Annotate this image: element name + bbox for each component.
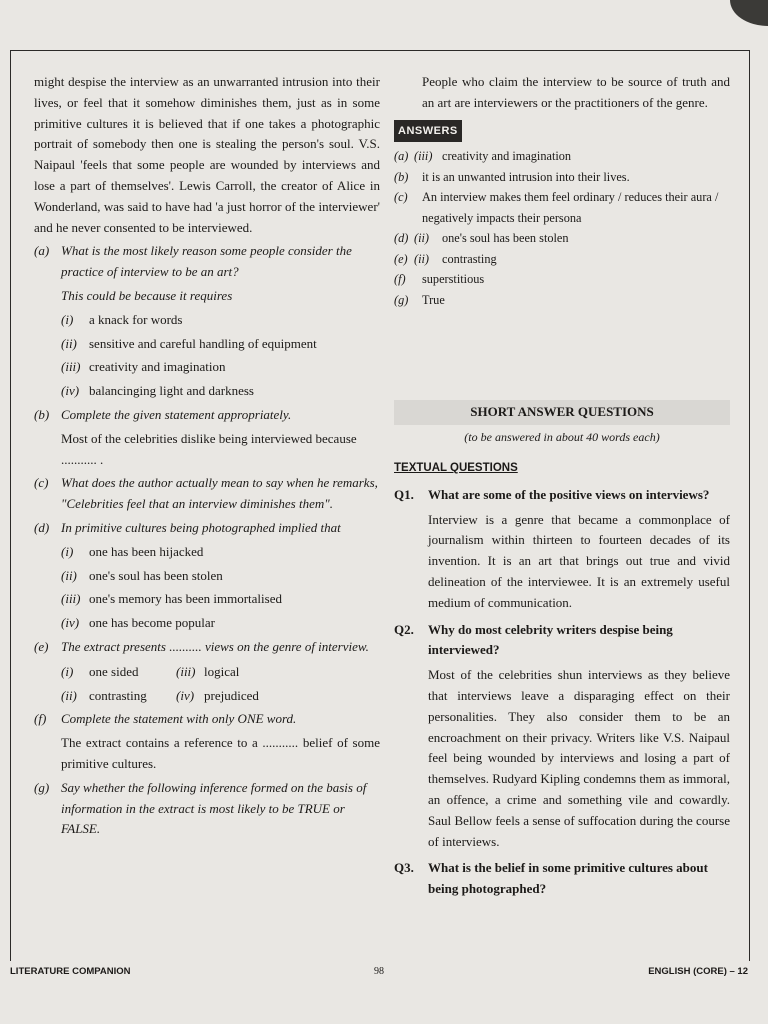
answer-item: (b) it is an unwanted intrusion into their lives. (394, 169, 630, 184)
option: (iii) logical (176, 663, 240, 679)
answer-item: (c) An interview makes them feel ordinary / reduces their aura / negatively impacts their persona (394, 190, 719, 225)
question-f-body: The extract contains a reference to a ........... belief of some primitive cultures. (61, 735, 380, 771)
answer-item: (e) (ii) contrasting (394, 251, 497, 266)
question-1: Q1. What are some of the positive views on interviews? (394, 486, 710, 502)
option: (iv) balancinging light and darkness (61, 383, 254, 399)
answer-1: Interview is a genre that became a commonplace of journalism within thirteen to fourteen decades of its invention. It is an art that brings out true and vivid delineation of the interviewee. It is an extremely useful medium of communication. (428, 511, 730, 610)
extract-text: might despise the interview as an unwarranted intrusion into their lives, or feel that it somehow diminishes them, just as in some primitive cultures it is believed that if one takes a photographic portrait of somebody then one is stealing the person's soul. V.S. Naipaul 'feels that some people are wounded by interviews and lose a part of themselves'. Lewis Carroll, the creator of Alice in Wonderland, was said to have had 'a just horror of the interviewer' and he never consented to be interviewed. (34, 74, 380, 235)
page-footer (10, 962, 748, 980)
answer-item: (f) superstitious (394, 272, 485, 287)
option: (iv) prejudiced (176, 687, 259, 703)
left-column (34, 72, 380, 840)
question-c: (c) What does the author actually mean to say when he remarks, "Celebrities feel that an interview diminishes them". (34, 475, 378, 512)
question-a-sub: This could be because it requires (61, 287, 233, 303)
saq-heading: SHORT ANSWER QUESTIONS (394, 400, 730, 425)
answer-item: (a) (iii) creativity and imagination (394, 149, 572, 164)
option: (i) one has been hijacked (61, 543, 204, 559)
option: (ii) contrasting (61, 687, 147, 703)
book-title: LITERATURE COMPANION (10, 966, 131, 977)
saq-subheading: (to be answered in about 40 words each) (464, 430, 660, 445)
right-column (394, 72, 730, 900)
question-d: (d) In primitive cultures being photographed implied that (34, 519, 341, 535)
subject-label: ENGLISH (CORE) – 12 (648, 966, 748, 977)
page-number: 98 (374, 966, 384, 977)
question-2: Q2. Why do most celebrity writers despise being interviewed? (394, 621, 673, 658)
option: (iv) one has become popular (61, 615, 215, 631)
option: (ii) one's soul has been stolen (61, 567, 223, 583)
question-f: (f) Complete the statement with only ONE word. (34, 711, 297, 727)
option: (iii) one's memory has been immortalised (61, 591, 282, 607)
option-grid (34, 662, 380, 707)
question-3: Q3. What is the belief in some primitive cultures about being photographed? (394, 860, 708, 897)
question-e: (e) The extract presents .......... views on the genre of interview. (34, 638, 369, 654)
question-a: (a) What is the most likely reason some people consider the practice of interview to be an art? (34, 243, 352, 280)
spacer (394, 310, 730, 394)
option: (ii) sensitive and careful handling of equipment (61, 335, 317, 351)
option: (iii) creativity and imagination (61, 359, 226, 375)
question-b: (b) Complete the given statement appropriately. (34, 406, 292, 422)
answer-2: Most of the celebrities shun interviews as they believe that interviews leave a disparaging effect on their personalities. They also consider them to be an encroachment on their privacy. Writers like V.S. Naipaul feel being wounded by interviews and losing a part of themselves. Rudyard Kipling condemns them as immoral, an offence, a crime and something vile and cowardly. Saul Bellow feels a sense of suffocation during the course of interviews. (428, 667, 730, 849)
answer-item: (d) (ii) one's soul has been stolen (394, 231, 569, 246)
answers-heading: ANSWERS (394, 120, 462, 143)
page-corner (730, 0, 768, 26)
option: (i) one sided (61, 663, 139, 679)
textual-questions-heading: TEXTUAL QUESTIONS (394, 461, 518, 474)
statement-text: People who claim the interview to be source of truth and an art are interviewers or the practitioners of the genre. (422, 74, 730, 110)
option: (i) a knack for words (61, 311, 183, 327)
question-b-body: Most of the celebrities dislike being interviewed because ........... . (61, 430, 357, 467)
answer-item: (g) True (394, 292, 445, 307)
question-g: (g) Say whether the following inference formed on the basis of information in the extract is most likely to be TRUE or FALSE. (34, 779, 367, 837)
